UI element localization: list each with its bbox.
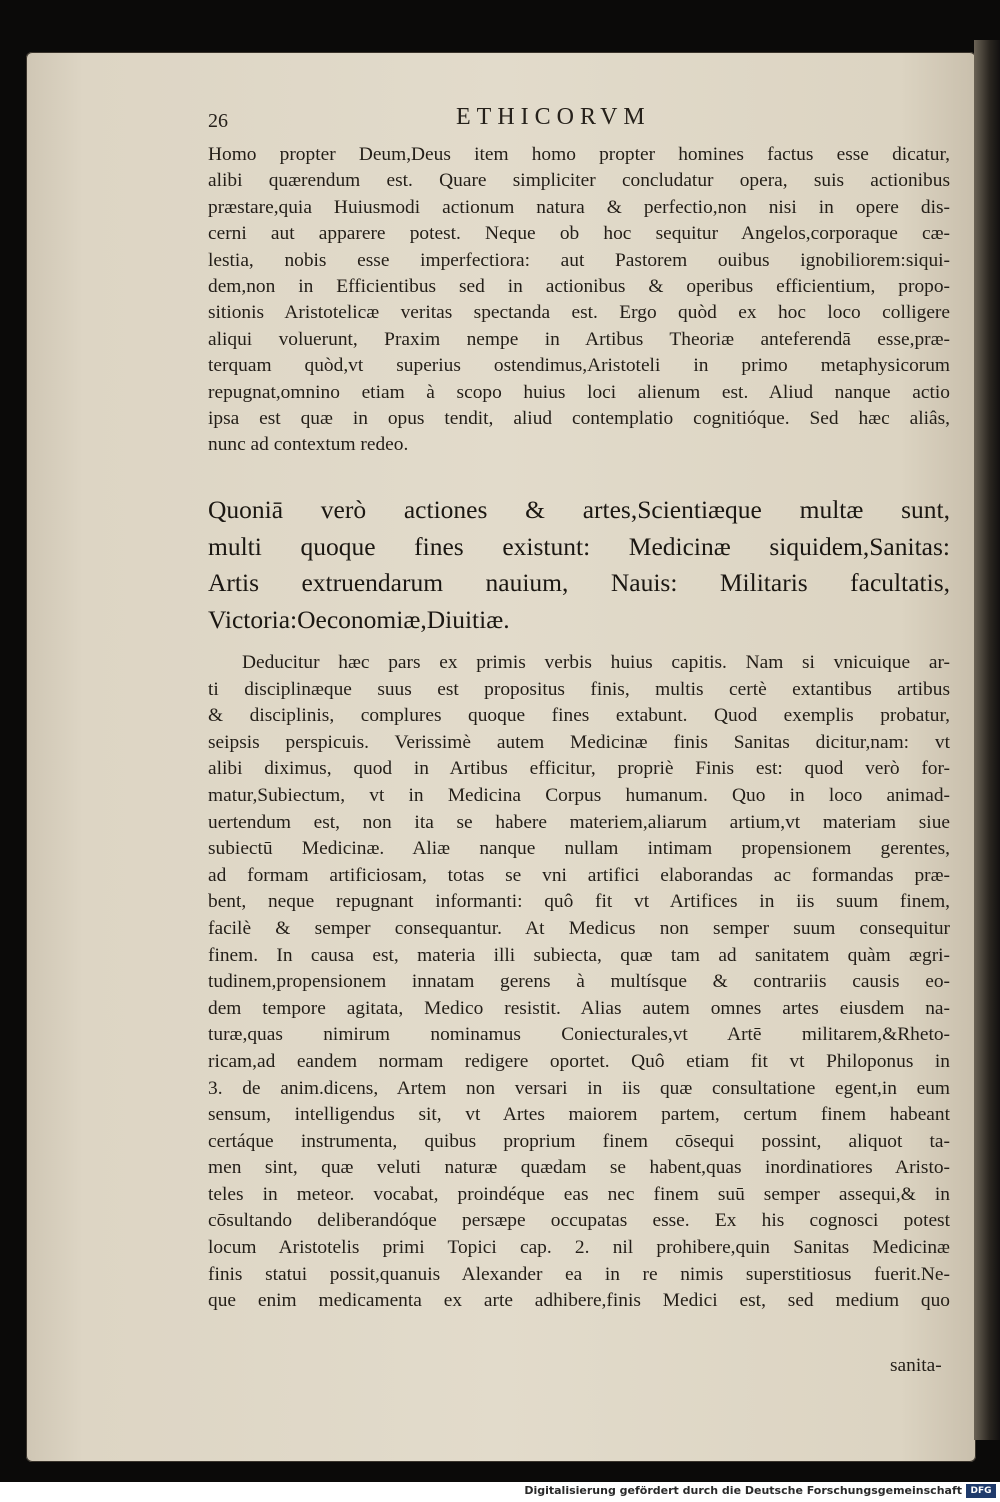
text-line: que enim medicamenta ex arte adhibere,finis Medici est, sed medium quo bbox=[208, 1290, 950, 1312]
text-line: sensum, intelligendus sit, vt Artes maiorem partem, certum finem habeant bbox=[208, 1104, 950, 1126]
commentary-paragraph-2 bbox=[208, 650, 950, 1315]
text-line: ricam,ad eandem normam redigere oportet. Quô etiam fit vt Philoponus in bbox=[208, 1050, 950, 1072]
text-line: cerni aut apparere potest. Neque ob hoc sequitur Angelos,corporaque cæ- bbox=[208, 223, 950, 245]
lemma-line: Artis extruendarum nauium, Nauis: Militaris facultatis, bbox=[208, 568, 950, 597]
text-line: alibi quærendum est. Quare simpliciter concludatur opera, suis actionibus bbox=[208, 170, 950, 192]
text-line: ad formam artificiosam, totas se vni artifici elaborandas ac formandas præ- bbox=[208, 864, 950, 886]
funding-credit: Digitalisierung gefördert durch die Deutsche Forschungsgemeinschaft bbox=[524, 1484, 962, 1497]
lemma-line: multi quoque fines existunt: Medicinæ siquidem,Sanitas: bbox=[208, 531, 950, 561]
page-header bbox=[208, 104, 948, 134]
text-line: & disciplinis, complures quoque fines extabunt. Quod exemplis probatur, bbox=[208, 705, 950, 727]
lemma-line: Victoria:Oeconomiæ,Diuitiæ. bbox=[208, 604, 510, 634]
text-line: turæ,quas nimirum nominamus Coniecturales,vt Artē militarem,&Rheto- bbox=[208, 1024, 950, 1046]
text-line: facilè & semper consequantur. At Medicus non semper suum consequitur bbox=[208, 917, 950, 939]
text-line: certáque instrumenta, quibus proprium finem cōsequi possint, aliquot ta- bbox=[208, 1130, 950, 1152]
page-edge bbox=[974, 40, 1000, 1440]
lemma-line: Quoniā verò actiones & artes,Scientiæque multæ sunt, bbox=[208, 495, 950, 524]
text-line: sitionis Aristotelicæ veritas spectanda est. Ergo quòd ex hoc loco colligere bbox=[208, 302, 950, 324]
text-line: Homo propter Deum,Deus item homo propter homines factus esse dicatur, bbox=[208, 144, 950, 165]
text-line: bent, neque repugnant informanti: quô fit vt Artifices in iis suum finem, bbox=[208, 891, 950, 913]
text-line: locum Aristotelis primi Topici cap. 2. nil prohibere,quin Sanitas Medicinæ bbox=[208, 1237, 950, 1259]
text-line: dem,non in Efficientibus sed in actionibus & operibus efficientium, propo- bbox=[208, 276, 950, 298]
text-line: alibi diximus, quod in Artibus efficitur, propriè Finis est: quod verò for- bbox=[208, 758, 950, 780]
text-line: 3. de anim.dicens, Artem non versari in iis quæ consultatione egent,in eum bbox=[208, 1077, 950, 1099]
text-line: men sint, quæ veluti naturæ quædam se habent,quas inordinatiores Aristo- bbox=[208, 1157, 950, 1179]
dfg-logo-icon: DFG bbox=[966, 1484, 996, 1498]
text-line: ipsa est quæ in opus tendit, aliud contemplatio cognitióque. Sed hæc aliâs, bbox=[208, 408, 950, 430]
text-line: repugnat,omnino etiam à scopo huius loci alienum est. Aliud nanque actio bbox=[208, 381, 950, 403]
text-line: nunc ad contextum redeo. bbox=[208, 434, 409, 456]
text-line: aliqui voluerunt, Praxim nempe in Artibus Theoriæ anteferendā esse,præ- bbox=[208, 328, 950, 350]
text-line: seipsis perspicuis. Verissimè autem Medicinæ finis Sanitas dicitur,nam: vt bbox=[208, 731, 950, 753]
text-line: finem. In causa est, materia illi subiecta, quæ tam ad sanitatem quàm ægri- bbox=[208, 944, 950, 966]
text-line: uertendum est, non ita se habere materiem,aliarum artium,vt materiam siue bbox=[208, 811, 950, 833]
text-line: præstare,quia Huiusmodi actionum natura & perfectio,non nisi in opere dis- bbox=[208, 196, 950, 218]
text-line: dem tempore agitata, Medico resistit. Alias autem omnes artes eiusdem na- bbox=[208, 997, 950, 1019]
digitization-footer bbox=[0, 1482, 1000, 1502]
text-line: tudinem,propensionem innatam gerens à multísque & contrariis causis eo- bbox=[208, 971, 950, 993]
commentary-paragraph-1 bbox=[208, 142, 950, 459]
page-number: 26 bbox=[208, 110, 228, 132]
text-line: ti disciplinæque suus est propositus finis, multis certè extantibus artibus bbox=[208, 678, 950, 700]
text-line: finis statui possit,quanuis Alexander ea in re nimis superstitiosus fuerit.Ne- bbox=[208, 1263, 950, 1285]
text-line: cōsultando deliberandóque persæpe occupatas esse. Ex his cognosci potest bbox=[208, 1210, 950, 1232]
text-line: terquam quòd,vt superius ostendimus,Aristoteli in primo metaphysicorum bbox=[208, 355, 950, 377]
text-line: teles in meteor. vocabat, proindéque eas nec finem suū semper assequi,& in bbox=[208, 1183, 950, 1205]
text-line: matur,Subiectum, vt in Medicina Corpus humanum. Quo in loco animad- bbox=[208, 784, 950, 806]
text-line: lestia, nobis esse imperfectiora: aut Pastorem ouibus ignobiliorem:siqui- bbox=[208, 249, 950, 271]
catchword: sanita- bbox=[890, 1355, 942, 1376]
text-line: Deducitur hæc pars ex primis verbis huius capitis. Nam si vnicuique ar- bbox=[242, 652, 950, 673]
text-line: subiectū Medicinæ. Aliæ nanque nullam intimam propensionem gerentes, bbox=[208, 838, 950, 860]
running-head: ETHICORVM bbox=[456, 104, 651, 130]
aristotle-lemma bbox=[208, 492, 950, 638]
